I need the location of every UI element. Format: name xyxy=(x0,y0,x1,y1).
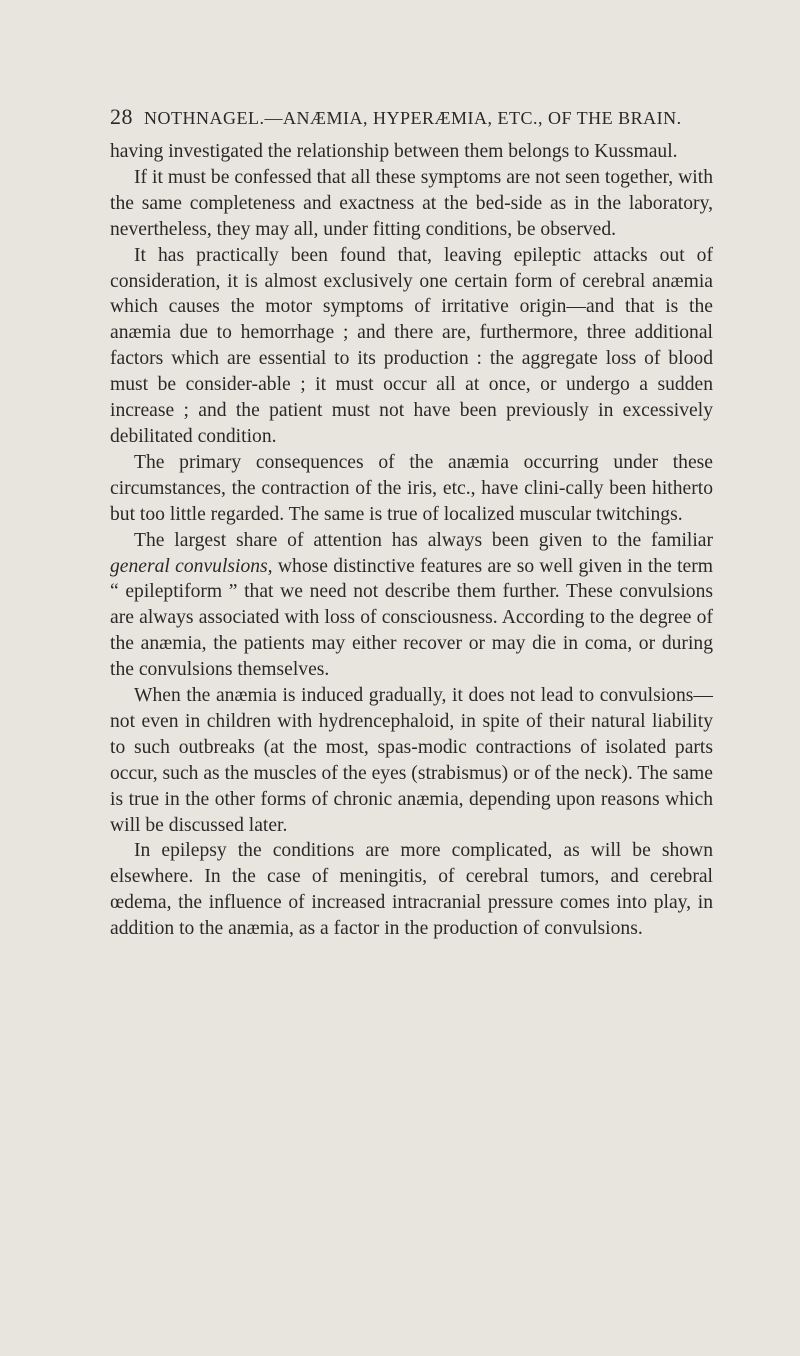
running-title: NOTHNAGEL.—ANÆMIA, HYPERÆMIA, ETC., OF THE BRAIN. xyxy=(144,108,682,128)
emphasis-general-convulsions: general convulsions, xyxy=(110,555,273,577)
paragraph-hemorrhage: It has practically been found that, leaving epileptic attacks out of consideration, it is almost exclusively one certain form of cerebral anæmia which causes the motor symptoms of irritative origin—and that is the anæmia due to hemorrhage ; and there are, furthermore, three additional factors which are essential to its production : the aggregate loss of blood must be consider-able ; it must occur all at once, or undergo a sudden increase ; and the patient must not have been previously in excessively debilitated condition. xyxy=(110,244,713,447)
paragraph-gradual-anaemia: When the anæmia is induced gradually, it does not lead to convulsions—not even in children with hydrencephaloid, in spite of their natural liability to such outbreaks (at the most, spas-modic contractions of isolated parts occur, such as the muscles of the eyes (strabismus) or of the neck). The same is true in the other forms of chronic anæmia, depending upon reasons which will be discussed later. xyxy=(110,685,713,836)
running-header xyxy=(110,104,730,130)
paragraph-general-convulsions-after: whose distinctive features are so well given in the term “ epileptiform ” that we need not describe them further. These convulsions are always associated with loss of consciousness. According to the degree of the anæmia, the patients may either recover or may die in coma, or during the convulsions themselves. xyxy=(110,555,713,681)
paragraph-primary-consequences: The primary consequences of the anæmia occurring under these circumstances, the contraction of the iris, etc., have clini-cally been hitherto but too little regarded. The same is true of localized muscular twitchings. xyxy=(110,451,713,525)
paragraph-epilepsy: In epilepsy the conditions are more complicated, as will be shown elsewhere. In the case of meningitis, of cerebral tumors, and cerebral œdema, the influence of increased intracranial pressure comes into play, in addition to the anæmia, as a factor in the production of convulsions. xyxy=(110,840,713,940)
paragraph-continuation: having investigated the relationship between them belongs to Kussmaul. xyxy=(110,141,678,162)
body-text xyxy=(110,139,713,942)
paragraph-general-convulsions-before: The largest share of attention has always been given to the familiar xyxy=(134,529,713,551)
paragraph-general-convulsions xyxy=(110,528,713,683)
paragraph-confessed: If it must be confessed that all these symptoms are not seen together, with the same completeness and exactness at the bed-side as in the laboratory, nevertheless, they may all, under fitting conditions, be observed. xyxy=(110,166,713,240)
page-number: 28 xyxy=(110,104,133,129)
